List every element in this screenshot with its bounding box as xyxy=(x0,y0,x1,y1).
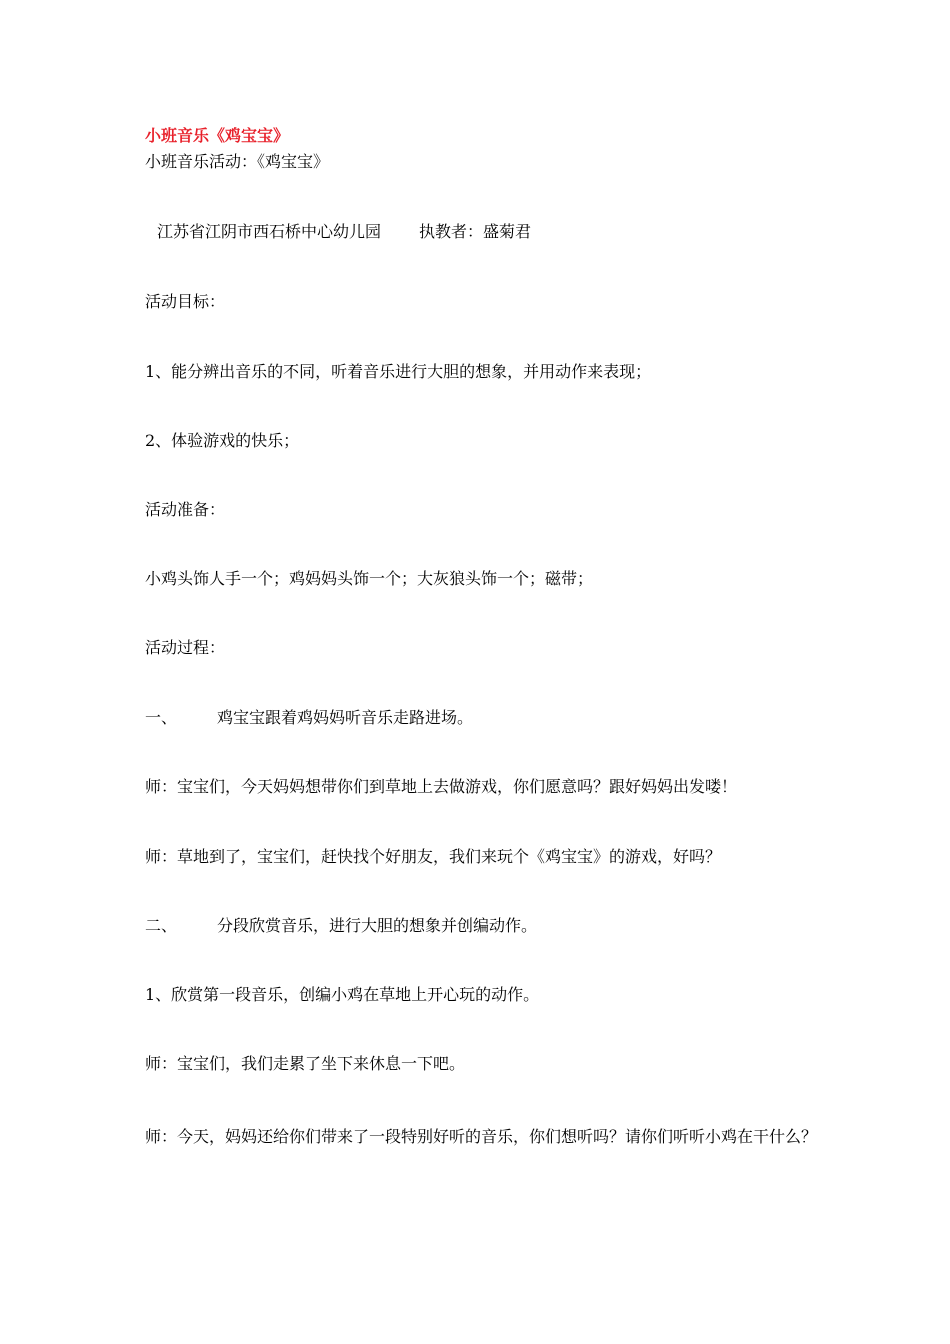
teacher-dialogue-3: 师：宝宝们，我们走累了坐下来休息一下吧。 xyxy=(145,1054,466,1073)
step-text: 分段欣赏音乐，进行大胆的想象并创编动作。 xyxy=(217,916,538,935)
teacher-dialogue-2: 师：草地到了，宝宝们，赶快找个好朋友，我们来玩个《鸡宝宝》的游戏，好吗？ xyxy=(145,847,722,866)
prep-heading: 活动准备： xyxy=(145,500,226,519)
goal-item-2: 2、体验游戏的快乐； xyxy=(145,431,300,450)
author-line xyxy=(157,221,531,243)
teacher-name: 执教者：盛菊君 xyxy=(419,222,532,241)
process-step-2 xyxy=(145,915,537,937)
teacher-dialogue-4: 师：今天，妈妈还给你们带来了一段特别好听的音乐，你们想听吗？请你们听听小鸡在干什么？ xyxy=(145,1127,818,1146)
school-name: 江苏省江阴市西石桥中心幼儿园 xyxy=(157,222,382,241)
prep-text: 小鸡头饰人手一个；鸡妈妈头饰一个；大灰狼头饰一个；磁带； xyxy=(145,569,594,588)
sub-step-1: 1、欣赏第一段音乐，创编小鸡在草地上开心玩的动作。 xyxy=(145,985,540,1004)
goals-heading: 活动目标： xyxy=(145,292,226,311)
activity-subtitle: 小班音乐活动：《鸡宝宝》 xyxy=(145,152,330,171)
teacher-dialogue-1: 师：宝宝们，今天妈妈想带你们到草地上去做游戏，你们愿意吗？跟好妈妈出发喽！ xyxy=(145,777,738,796)
step-number: 一、 xyxy=(145,708,178,727)
document-title: 小班音乐《鸡宝宝》 xyxy=(145,126,290,145)
process-heading: 活动过程： xyxy=(145,638,226,657)
process-step-1 xyxy=(145,707,473,729)
step-text: 鸡宝宝跟着鸡妈妈听音乐走路进场。 xyxy=(217,708,474,727)
goal-item-1: 1、能分辨出音乐的不同，听着音乐进行大胆的想象，并用动作来表现； xyxy=(145,362,652,381)
step-number: 二、 xyxy=(145,916,178,935)
